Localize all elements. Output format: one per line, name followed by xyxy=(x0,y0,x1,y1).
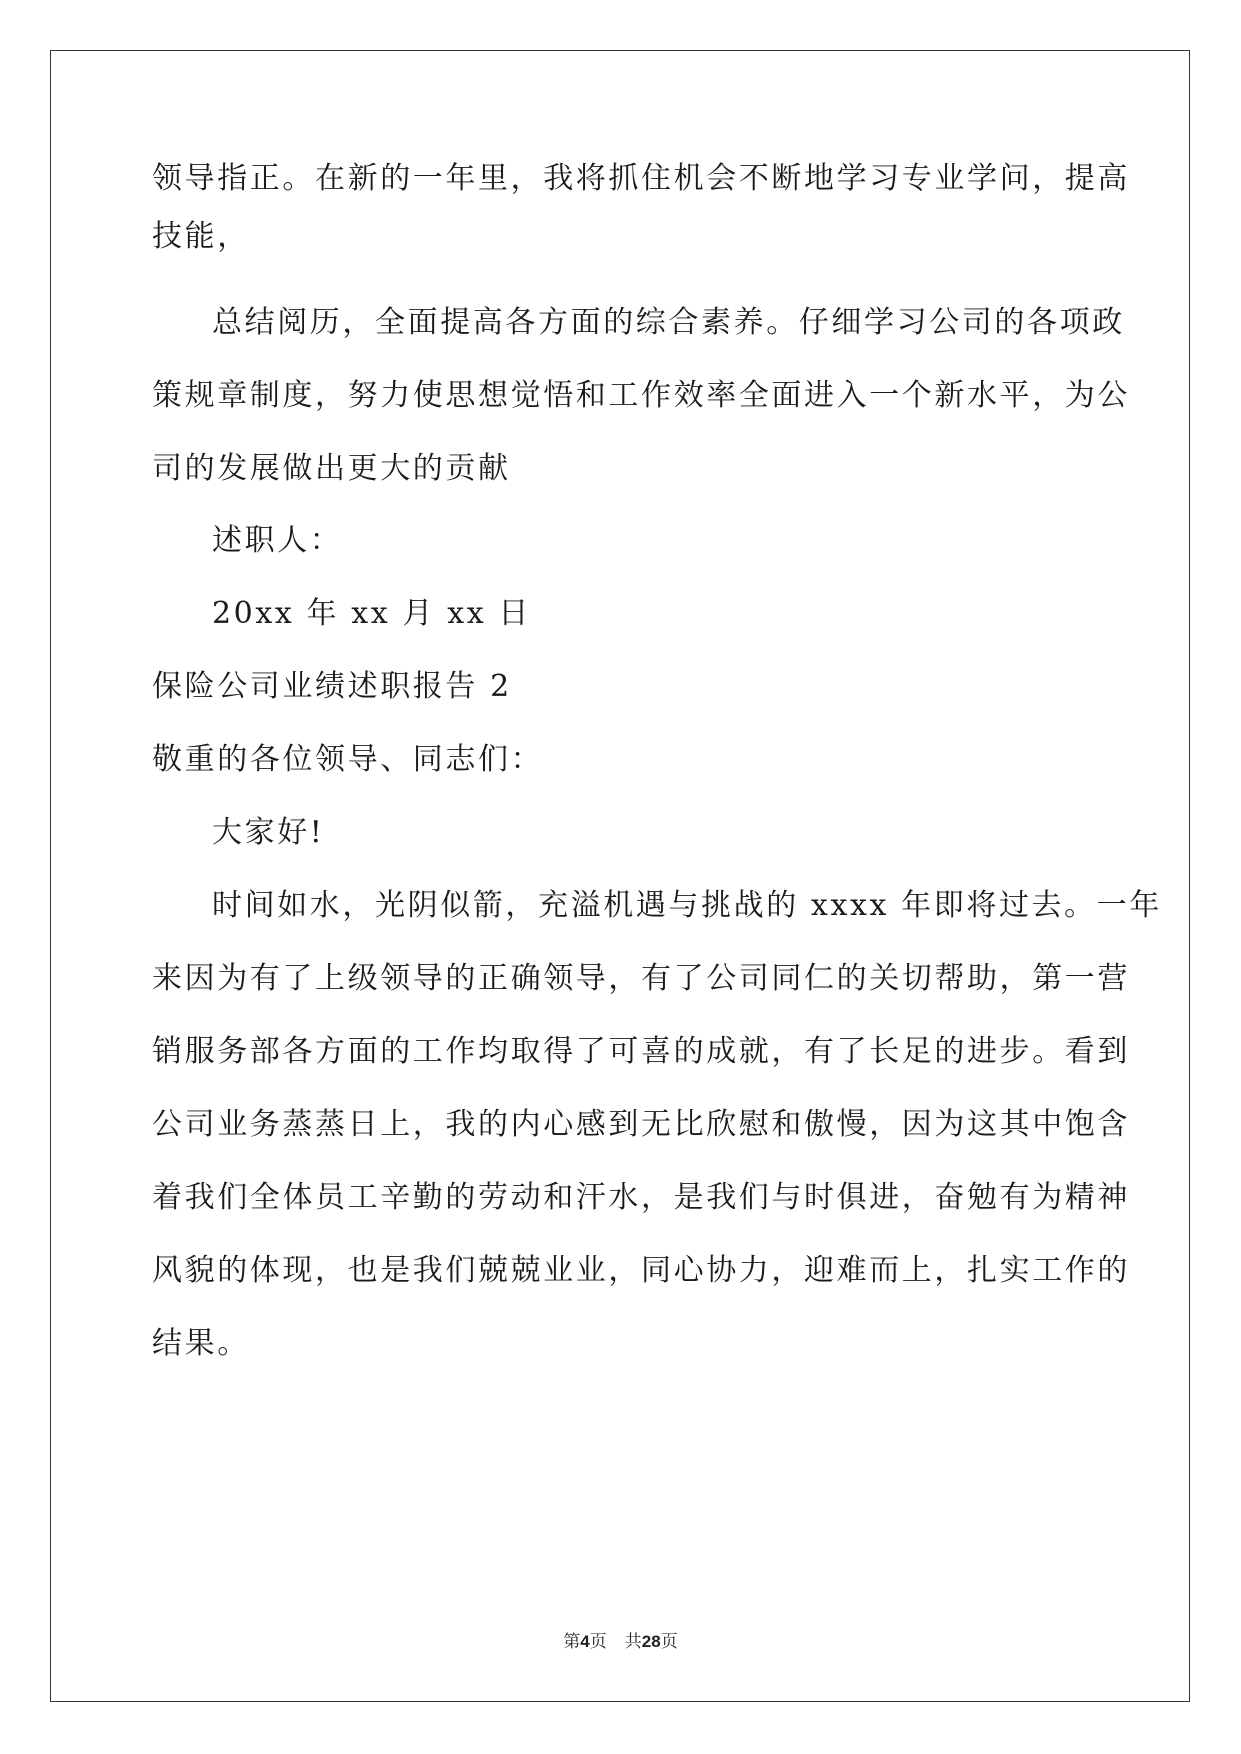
paragraph-line: 技能， xyxy=(152,219,250,254)
paragraph-line: 结果。 xyxy=(152,1326,250,1361)
date-line: 20xx 年 xx 月 xx 日 xyxy=(212,596,531,631)
paragraph-line: 策规章制度，努力使思想觉悟和工作效率全面进入一个新水平，为公 xyxy=(152,378,1130,413)
paragraph-line: 风貌的体现，也是我们兢兢业业，同心协力，迎难而上，扎实工作的 xyxy=(152,1253,1130,1288)
current-page-number: 4 xyxy=(580,1632,590,1651)
page-footer xyxy=(0,1631,1241,1653)
paragraph-line: 时间如水，光阴似箭，充溢机遇与挑战的 xxxx 年即将过去。一年 xyxy=(212,888,1162,923)
total-suffix: 页 xyxy=(660,1632,678,1652)
paragraph-line: 销服务部各方面的工作均取得了可喜的成就，有了长足的进步。看到 xyxy=(152,1034,1130,1069)
paragraph-line: 总结阅历，全面提高各方面的综合素养。仔细学习公司的各项政 xyxy=(212,305,1125,340)
paragraph-line: 领导指正。在新的一年里，我将抓住机会不断地学习专业学问，提高 xyxy=(152,161,1130,196)
paragraph-line: 司的发展做出更大的贡献 xyxy=(152,451,511,486)
paragraph-line: 公司业务蒸蒸日上，我的内心感到无比欣慰和傲慢，因为这其中饱含 xyxy=(152,1107,1130,1142)
signer-label: 述职人： xyxy=(212,523,343,558)
page-prefix: 第 xyxy=(563,1632,581,1652)
salutation: 敬重的各位领导、同志们： xyxy=(152,742,544,777)
total-prefix: 共 xyxy=(624,1632,642,1652)
greeting: 大家好! xyxy=(212,815,325,850)
section-title: 保险公司业绩述职报告 2 xyxy=(152,669,512,704)
total-page-number: 28 xyxy=(641,1632,661,1651)
page-suffix: 页 xyxy=(589,1632,607,1652)
paragraph-line: 来因为有了上级领导的正确领导，有了公司同仁的关切帮助，第一营 xyxy=(152,961,1130,996)
page-border xyxy=(50,50,1190,1702)
paragraph-line: 着我们全体员工辛勤的劳动和汗水，是我们与时俱进，奋勉有为精神 xyxy=(152,1180,1130,1215)
